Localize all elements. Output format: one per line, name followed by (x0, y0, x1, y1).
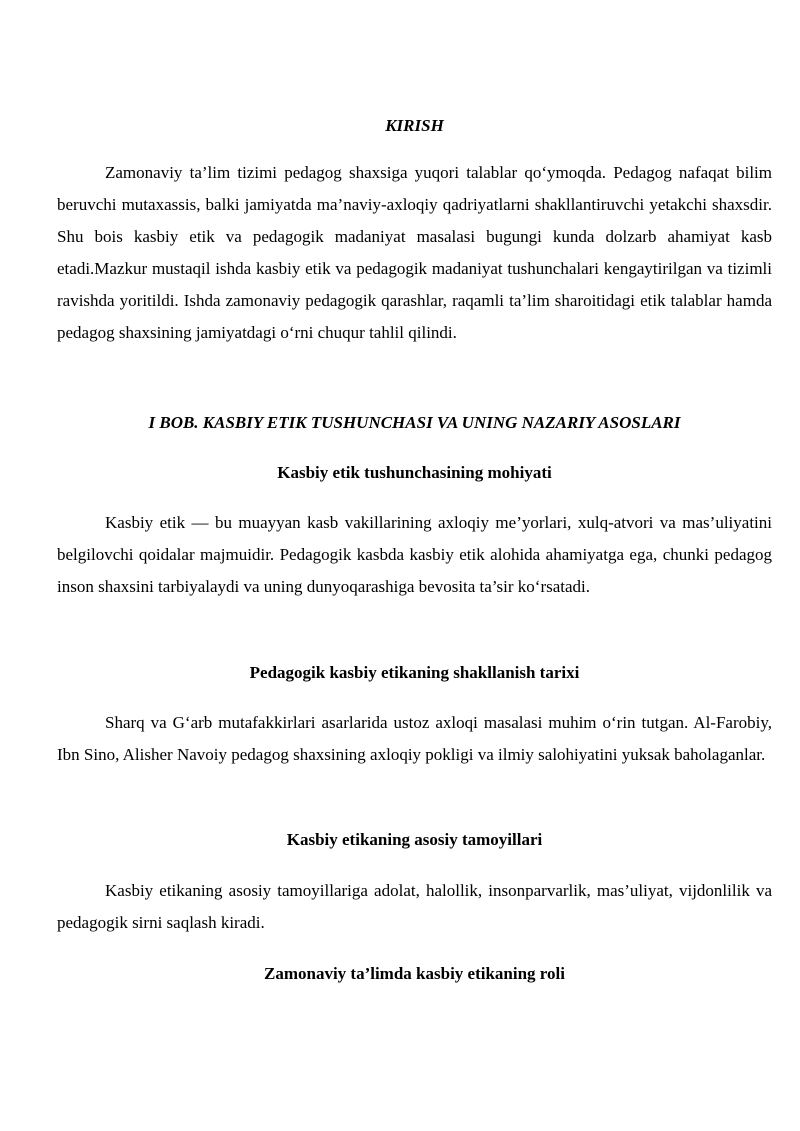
intro-paragraph: Zamonaviy ta’lim tizimi pedagog shaxsiga yuqori talablar qo‘ymoqda. Pedagog nafaqat bilim beruvchi mutaxassis, balki jamiyatda ma’naviy-axloqiy qadriyatlarni shakllantiruvchi yetakchi shaxsdir. Shu bois kasbiy etik va pedagogik madaniyat masalasi bugungi kunda dolzarb ahamiyat kasb etadi.Mazkur mustaqil ishda kasbiy etik va pedagogik madaniyat tushunchalari kengaytirilgan va tizimli ravishda yoritildi. Ishda zamonaviy pedagogik qarashlar, raqamli ta’lim sharoitidagi etik talablar hamda pedagog shaxsining jamiyatdagi o‘rni chuqur tahlil qilindi. (57, 163, 772, 342)
section-paragraph-1: Kasbiy etik — bu muayyan kasb vakillarining axloqiy me’yorlari, xulq-atvori va mas’uliyatini belgilovchi qoidalar majmuidir. Pedagogik kasbda kasbiy etik alohida ahamiyatga ega, chunki pedagog inson shaxsini tarbiyalaydi va uning dunyoqarashiga bevosita ta’sir ko‘rsatadi. (57, 513, 772, 596)
chapter-title: I BOB. KASBIY ETIK TUSHUNCHASI VA UNING NAZARIY ASOSLARI (148, 413, 681, 432)
section-paragraph-3: Kasbiy etikaning asosiy tamoyillariga adolat, halollik, insonparvarlik, mas’uliyat, vijdonlilik va pedagogik sirni saqlash kiradi. (57, 881, 772, 932)
section-title-3: Kasbiy etikaning asosiy tamoyillari (286, 830, 543, 849)
section-title-1: Kasbiy etik tushunchasining mohiyati (277, 463, 552, 482)
section-title-4: Zamonaviy ta’limda kasbiy etikaning roli (263, 964, 565, 983)
section-title-2: Pedagogik kasbiy etikaning shakllanish tarixi (249, 663, 580, 682)
intro-title: KIRISH (385, 116, 444, 135)
section-paragraph-2: Sharq va G‘arb mutafakkirlari asarlarida ustoz axloqi masalasi muhim o‘rin tutgan. Al-Farobiy, Ibn Sino, Alisher Navoiy pedagog shaxsining axloqiy pokligi va ilmiy salohiyatini yuksak baholaganlar. (57, 713, 772, 764)
